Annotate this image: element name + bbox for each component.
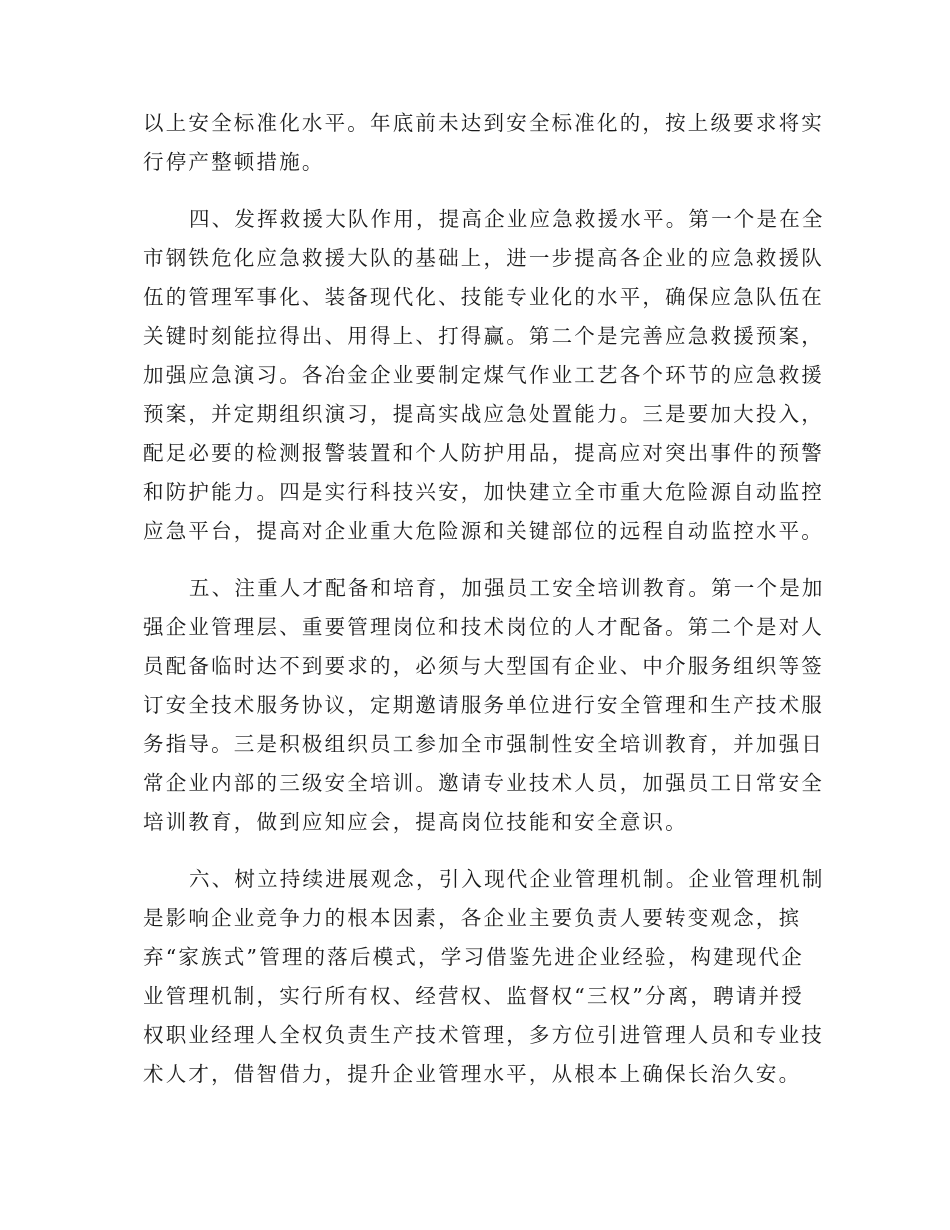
text-line: 五、注重人才配备和培育，加强员工安全培训教育。第一个是加 bbox=[189, 576, 825, 600]
text-line: 务指导。三是积极组织员工参加全市强制性安全培训教育，并加强日 bbox=[143, 732, 824, 756]
text-line: 弃“家族式”管理的落后模式，学习借鉴先进企业经验，构建现代企 bbox=[143, 945, 804, 969]
text-line: 行停产整顿措施。 bbox=[143, 150, 325, 174]
text-line: 和防护能力。四是实行科技兴安，加快建立全市重大危险源自动监控 bbox=[143, 480, 824, 504]
paragraph-3 bbox=[143, 569, 825, 842]
paragraph-2 bbox=[143, 200, 825, 551]
text-line: 四、发挥救援大队作用，提高企业应急救援水平。第一个是在全 bbox=[189, 207, 825, 231]
text-line: 权职业经理人全权负责生产技术管理，多方位引进管理人员和专业技 bbox=[143, 1023, 824, 1047]
document-page bbox=[143, 104, 825, 1112]
text-line: 六、树立持续进展观念，引入现代企业管理机制。企业管理机制 bbox=[189, 867, 825, 891]
text-line: 加强应急演习。各冶金企业要制定煤气作业工艺各个环节的应急救援 bbox=[143, 363, 824, 387]
text-line: 应急平台，提高对企业重大危险源和关键部位的远程自动监控水平。 bbox=[143, 519, 824, 543]
text-line: 培训教育，做到应知应会，提高岗位技能和安全意识。 bbox=[143, 810, 688, 834]
text-line: 预案，并定期组织演习，提高实战应急处置能力。三是要加大投入， bbox=[143, 402, 824, 426]
paragraph-1 bbox=[143, 104, 824, 182]
text-line: 术人才，借智借力，提升企业管理水平，从根本上确保长治久安。 bbox=[143, 1062, 802, 1086]
text-line: 关键时刻能拉得出、用得上、打得赢。第二个是完善应急救援预案， bbox=[143, 324, 824, 348]
text-line: 常企业内部的三级安全培训。邀请专业技术人员，加强员工日常安全 bbox=[143, 771, 824, 795]
text-line: 以上安全标准化水平。年底前未达到安全标准化的，按上级要求将实 bbox=[143, 111, 824, 135]
text-line: 市钢铁危化应急救援大队的基础上，进一步提高各企业的应急救援队 bbox=[143, 246, 824, 270]
text-line: 配足必要的检测报警装置和个人防护用品，提高应对突出事件的预警 bbox=[143, 441, 824, 465]
text-line: 伍的管理军事化、装备现代化、技能专业化的水平，确保应急队伍在 bbox=[143, 285, 824, 309]
paragraph-4 bbox=[143, 860, 825, 1094]
text-line: 是影响企业竞争力的根本因素，各企业主要负责人要转变观念，摈 bbox=[143, 906, 802, 930]
text-line: 订安全技术服务协议，定期邀请服务单位进行安全管理和生产技术服 bbox=[143, 693, 824, 717]
text-line: 业管理机制，实行所有权、经营权、监督权“三权”分离，聘请并授 bbox=[143, 984, 804, 1008]
text-line: 强企业管理层、重要管理岗位和技术岗位的人才配备。第二个是对人 bbox=[143, 615, 824, 639]
text-line: 员配备临时达不到要求的，必须与大型国有企业、中介服务组织等签 bbox=[143, 654, 824, 678]
